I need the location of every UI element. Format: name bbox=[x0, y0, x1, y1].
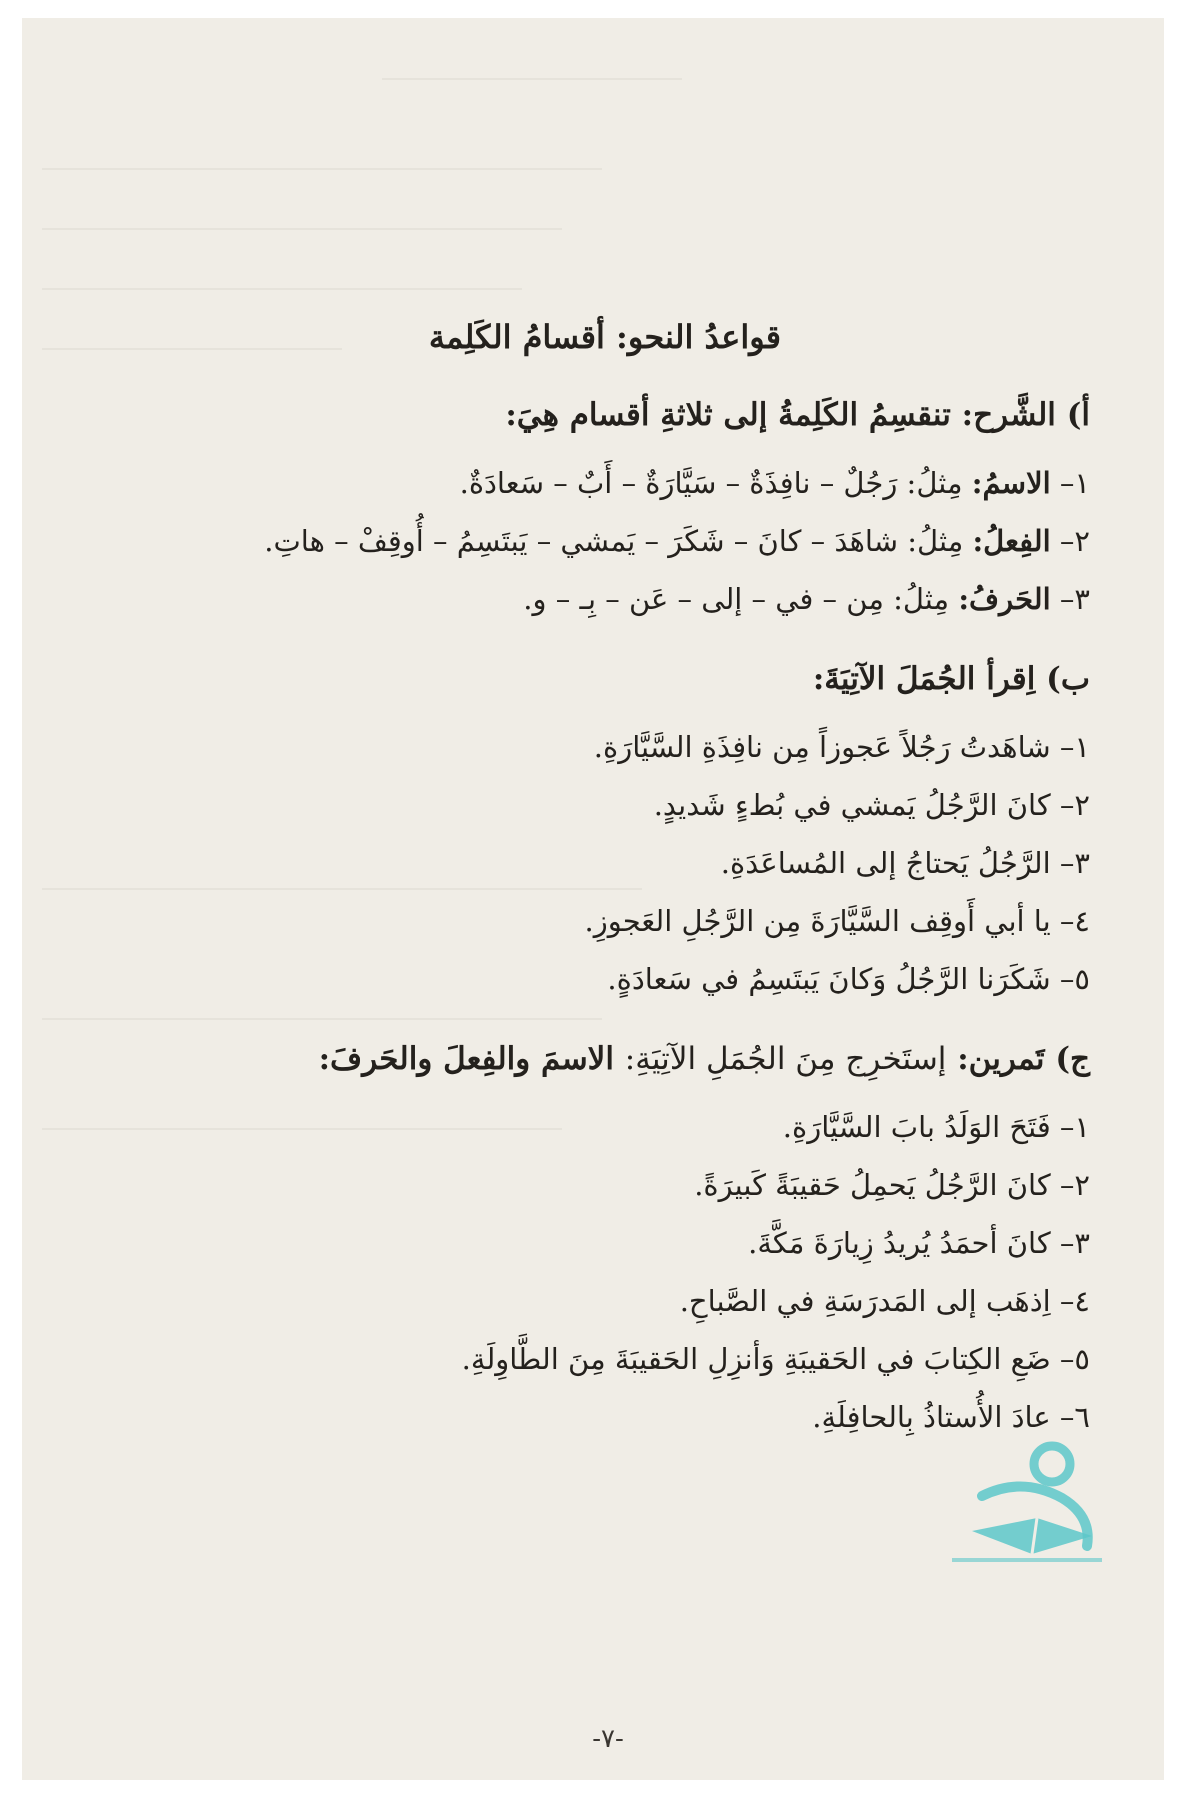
section-heading bbox=[90, 1032, 1090, 1086]
item-number: ٣– bbox=[1059, 846, 1090, 880]
list-item bbox=[90, 1272, 1090, 1330]
show-through-line bbox=[42, 288, 522, 290]
item-number: ٢– bbox=[1059, 524, 1090, 558]
item-text: كانَ أحمَدُ يُريدُ زِيارَةَ مَكَّةَ. bbox=[748, 1226, 1051, 1260]
list-item bbox=[90, 718, 1090, 776]
list-item bbox=[90, 1330, 1090, 1388]
item-number: ٥– bbox=[1059, 1342, 1090, 1376]
item-label: الحَرفُ: bbox=[958, 582, 1051, 616]
item-text: عادَ الأُستاذُ بِالحافِلَةِ. bbox=[812, 1400, 1051, 1434]
item-number: ٤– bbox=[1059, 904, 1090, 938]
document-page bbox=[22, 18, 1164, 1780]
item-number: ١– bbox=[1059, 1110, 1090, 1144]
item-label: الاسمُ: bbox=[971, 466, 1051, 500]
item-text: فَتَحَ الوَلَدُ بابَ السَّيَّارَةِ. bbox=[782, 1110, 1051, 1144]
watermark-logo-icon bbox=[942, 1436, 1112, 1566]
item-number: ٦– bbox=[1059, 1400, 1090, 1434]
list-item bbox=[90, 1388, 1090, 1446]
page-number: -٧- bbox=[592, 1724, 624, 1754]
item-text: ضَعِ الكِتابَ في الحَقيبَةِ وَأنزِلِ الحَقيبَةَ مِنَ الطَّاوِلَةِ. bbox=[461, 1342, 1051, 1376]
list-item bbox=[90, 892, 1090, 950]
item-text: يا أبي أَوقِف السَّيَّارَةَ مِن الرَّجُلِ العَجوزِ. bbox=[584, 904, 1051, 938]
section-heading bbox=[90, 388, 1090, 442]
item-text: اِذهَب إلى المَدرَسَةِ في الصَّباحِ. bbox=[679, 1284, 1051, 1318]
item-text: كانَ الرَّجُلُ يَمشي في بُطءٍ شَديدٍ. bbox=[653, 788, 1051, 822]
lesson-content bbox=[90, 318, 1090, 1470]
list-item bbox=[90, 1156, 1090, 1214]
list-item bbox=[90, 1098, 1090, 1156]
list-item bbox=[90, 834, 1090, 892]
section-heading: ب) اِقرأ الجُمَلَ الآتِيَةَ: bbox=[812, 661, 1090, 697]
list-item bbox=[90, 776, 1090, 834]
section-heading-lead: ج) تَمرين: bbox=[957, 1041, 1090, 1077]
item-number: ١– bbox=[1059, 466, 1090, 500]
list-item bbox=[90, 454, 1090, 512]
section-heading-text: تنقسِمُ الكَلِمةُ إلى ثلاثةِ أقسام هِيَ: bbox=[505, 397, 951, 433]
show-through-line bbox=[42, 168, 602, 170]
item-text: مِثلُ: شاهَدَ – كانَ – شَكَرَ – يَمشي – يَبتَسِمُ – أُوقِفْ – هاتِ. bbox=[264, 524, 964, 558]
item-number: ٢– bbox=[1059, 788, 1090, 822]
item-text: الرَّجُلُ يَحتاجُ إلى المُساعَدَةِ. bbox=[720, 846, 1051, 880]
list-item bbox=[90, 950, 1090, 1008]
item-text: شَكَرَنا الرَّجُلُ وَكانَ يَبتَسِمُ في سَعادَةٍ. bbox=[607, 962, 1051, 996]
section-exercise bbox=[90, 1032, 1090, 1446]
list-item bbox=[90, 512, 1090, 570]
list-item bbox=[90, 570, 1090, 628]
item-number: ٥– bbox=[1059, 962, 1090, 996]
section-heading-tail: الاسمَ والفِعلَ والحَرفَ: bbox=[318, 1041, 614, 1077]
list-item bbox=[90, 1214, 1090, 1272]
show-through-line bbox=[382, 78, 682, 80]
section-heading-lead: أ) الشَّرح: bbox=[961, 397, 1090, 433]
section-explanation bbox=[90, 388, 1090, 628]
section-reading bbox=[90, 652, 1090, 1008]
item-number: ٢– bbox=[1059, 1168, 1090, 1202]
item-number: ٣– bbox=[1059, 582, 1090, 616]
section-heading-text: إستَخرِج مِنَ الجُمَلِ الآتِيَةِ: bbox=[624, 1041, 947, 1077]
show-through-line bbox=[42, 228, 562, 230]
item-number: ٣– bbox=[1059, 1226, 1090, 1260]
item-text: مِثلُ: مِن – في – إلى – عَن – بِـ – و. bbox=[523, 582, 950, 616]
item-number: ٤– bbox=[1059, 1284, 1090, 1318]
item-text: مِثلُ: رَجُلٌ – نافِذَةٌ – سَيَّارَةٌ – أَبٌ – سَعادَةٌ. bbox=[459, 466, 963, 500]
item-number: ١– bbox=[1059, 730, 1090, 764]
item-text: شاهَدتُ رَجُلاً عَجوزاً مِن نافِذَةِ السَّيَّارَةِ. bbox=[593, 730, 1051, 764]
item-text: كانَ الرَّجُلُ يَحمِلُ حَقيبَةً كَبيرَةً. bbox=[694, 1168, 1051, 1202]
page-title: قواعدُ النحو: أقسامُ الكَلِمة bbox=[428, 318, 782, 356]
item-label: الفِعلُ: bbox=[972, 524, 1051, 558]
